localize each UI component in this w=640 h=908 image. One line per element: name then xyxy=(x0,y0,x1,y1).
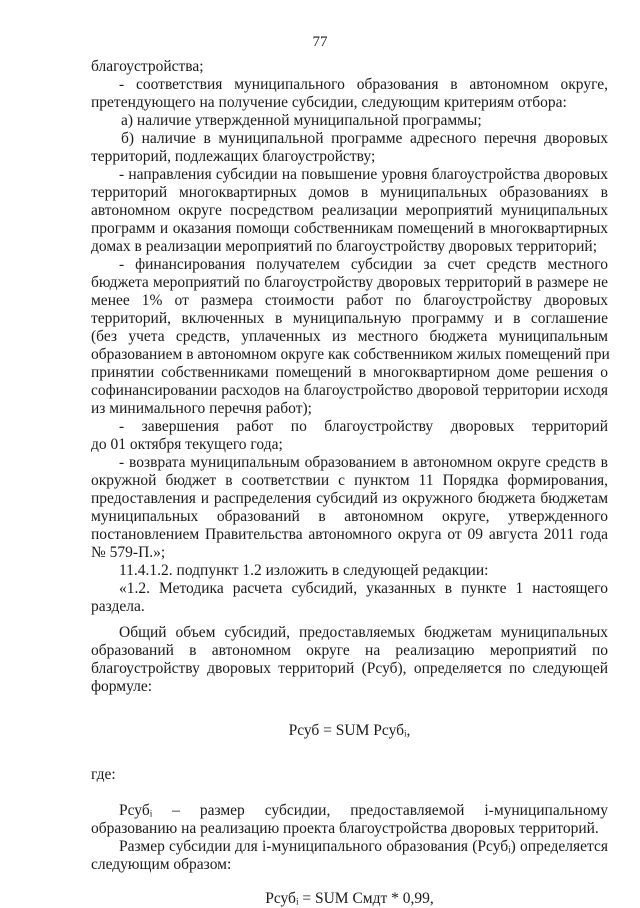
text-line: № 579-П.»; xyxy=(91,544,166,561)
text-line: - возврата муниципальным образованием в автономном округе средств в xyxy=(119,454,608,471)
page-number: 77 xyxy=(312,34,328,50)
spacer xyxy=(91,784,608,802)
text-line: - соответствия муниципального образования в автономном округе, xyxy=(119,76,608,93)
text-line: образованию на реализацию проекта благоустройства дворовых территорий. xyxy=(91,820,599,837)
text-line: предоставления и распределения субсидий из окружного бюджета бюджетам xyxy=(91,490,608,507)
text-line: менее 1% от размера стоимости работ по благоустройству дворовых xyxy=(91,292,608,309)
text-line: формуле: xyxy=(91,678,153,695)
text-line: раздела. xyxy=(91,598,145,615)
text-line: «1.2. Методика расчета субсидий, указанных в пункте 1 настоящего xyxy=(119,580,608,597)
text-line: образований в автономном округе на реализацию мероприятий по xyxy=(91,642,608,659)
text-line: - финансирования получателем субсидии за счет средств местного xyxy=(119,256,608,273)
text-line: до 01 октября текущего года; xyxy=(91,436,283,453)
spacer xyxy=(91,696,608,722)
text-line: б) наличие в муниципальной программе адресного перечня дворовых xyxy=(121,130,608,147)
text-line: претендующего на получение субсидии, следующим критериям отбора: xyxy=(91,94,567,111)
text-line: следующим образом: xyxy=(91,856,232,873)
text-line: где: xyxy=(91,766,116,783)
text-line: Общий объем субсидий, предоставляемых бюджетам муниципальных xyxy=(119,624,608,641)
text-line: Рсубᵢ = SUM Смдт * 0,99, xyxy=(265,890,434,907)
text-line: территорий, подлежащих благоустройству; xyxy=(91,148,376,165)
text-line: Размер субсидии для i-муниципального образования (Рсубᵢ) определяется xyxy=(119,838,608,855)
text-line: Рсубᵢ – размер субсидии, предоставляемой i-муниципальному xyxy=(119,802,608,819)
text-line: домах в реализации мероприятий по благоустройству дворовых территорий; xyxy=(91,238,598,255)
text-line: 11.4.1.2. подпункт 1.2 изложить в следующей редакции: xyxy=(119,562,489,579)
text-line: софинансировании расходов на благоустройство дворовой территории исходя xyxy=(91,382,608,399)
text-line: территорий многоквартирных домов в муниципальных образованиях в xyxy=(91,184,608,201)
text-line: (без учета средств, уплаченных из местного бюджета муниципальным xyxy=(91,328,608,345)
text-line: бюджета мероприятий по благоустройству дворовых территорий в размере не xyxy=(91,274,608,291)
text-line: принятии собственниками помещений в многоквартирном доме решения о xyxy=(91,364,608,381)
spacer xyxy=(91,874,608,890)
spacer xyxy=(91,616,608,624)
text-line: образованием в автономном округе как собственником жилых помещений при xyxy=(91,346,610,363)
text-line: - направления субсидии на повышение уровня благоустройства дворовых xyxy=(119,166,608,183)
text-line: окружной бюджет в соответствии с пунктом 11 Порядка формирования, xyxy=(91,472,608,489)
text-line: Рсуб = SUM Рсубᵢ, xyxy=(288,722,411,739)
text-line: из минимального перечня работ); xyxy=(91,400,312,417)
text-line: муниципальных образований в автономном округе, утвержденного xyxy=(91,508,608,525)
spacer xyxy=(91,740,608,766)
text-line: благоустройству дворовых территорий (Рсуб), определяется по следующей xyxy=(91,660,608,677)
text-line: благоустройства; xyxy=(91,58,204,75)
text-line: территорий, включенных в муниципальную программу и в соглашение xyxy=(91,310,608,327)
text-line: а) наличие утвержденной муниципальной программы; xyxy=(121,112,482,129)
text-line: - завершения работ по благоустройству дворовых территорий xyxy=(119,418,608,435)
document-body xyxy=(91,58,608,908)
text-line: программ и оказания помощи собственникам помещений в многоквартирных xyxy=(91,220,608,237)
text-line: постановлением Правительства автономного округа от 09 августа 2011 года xyxy=(91,526,608,543)
text-line: автономном округе посредством реализации мероприятий муниципальных xyxy=(91,202,608,219)
